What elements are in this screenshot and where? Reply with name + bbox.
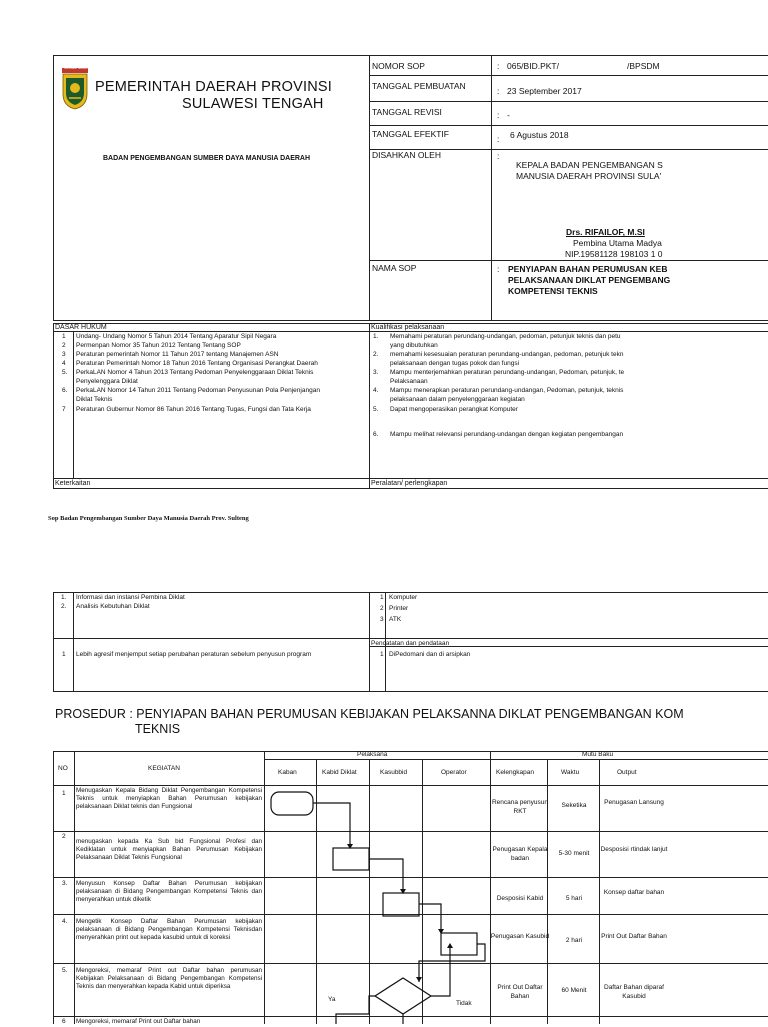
row-output: Konsep daftar bahan bbox=[603, 889, 665, 896]
dasar-hukum-title: DASAR HUKUM bbox=[55, 324, 107, 331]
header-kelengkapan: Kelengkapan bbox=[496, 769, 534, 776]
colon: : bbox=[497, 134, 500, 144]
prosedur-title-line1: PROSEDUR : PENYIAPAN BAHAN PERUMUSAN KEBIJAKAN PELAKSANNA DIKLAT PENGEMBANGAN KOM bbox=[55, 707, 684, 721]
row-output: Daftar Bahan diparaf Kasubid bbox=[604, 984, 664, 1000]
list-item-no: 2. bbox=[61, 603, 67, 610]
list-item-no: 4. bbox=[373, 387, 379, 394]
list-item: Mampu melihat relevansi perundang-undangan dengan kegiatan pengembangan bbox=[390, 431, 624, 438]
flow-connector bbox=[419, 904, 441, 933]
list-item-no: 1. bbox=[373, 333, 379, 340]
pencatatan-no: 1 bbox=[380, 651, 384, 658]
list-item-no: 3. bbox=[373, 369, 379, 376]
field-value-tanggal-revisi: - bbox=[507, 110, 510, 120]
list-item-no: 4 bbox=[62, 360, 66, 367]
field-value-tanggal-pembuatan: 23 September 2017 bbox=[507, 86, 582, 96]
pencatatan-text: DiPedomani dan di arsipkan bbox=[389, 651, 471, 658]
row-kegiatan: Mengoreksi, memaraf Print out Daftar bahan perumusan Kebijakan Pelaksanaan di Bidang Pengembangan Kompetensi Teknis dan menyerahkan kepada Kabid untuk diperiksa bbox=[76, 967, 262, 990]
row-kelengkapan: Desposisi Kabid bbox=[496, 895, 544, 902]
agency-name: BADAN PENGEMBANGAN SUMBER DAYA MANUSIA DAERAH bbox=[103, 155, 311, 162]
header-kabid-diklat: Kabid Diklat bbox=[322, 769, 357, 776]
row-no: 1 bbox=[62, 790, 66, 797]
row-waktu: 5 hari bbox=[565, 895, 583, 902]
field-value-tanggal-efektif: 6 Agustus 2018 bbox=[510, 130, 569, 140]
flow-connector bbox=[419, 944, 485, 982]
list-item: PerkaLAN Nomor 14 Tahun 2011 Tentang Pedoman Penyusunan Pola Penjenjangan bbox=[76, 387, 320, 394]
list-item: Printer bbox=[389, 605, 409, 612]
list-item: Memahami peraturan perundang-undangan, pedoman, petunjuk teknis dan petu bbox=[390, 333, 621, 340]
list-item: Peraturan Pemerintah Nomor 18 Tahun 2016 Tentang Organisasi Perangkat Daerah bbox=[76, 360, 318, 367]
keterkaitan-label: Keterkaitan bbox=[55, 480, 91, 487]
row-kelengkapan: Print Out Daftar Bahan bbox=[497, 984, 543, 1000]
row-waktu: Seketika bbox=[561, 802, 587, 809]
colon: : bbox=[497, 264, 500, 274]
list-item: Undang- Undang Nomor 5 Tahun 2014 Tentang Aparatur Sipil Negara bbox=[76, 333, 277, 340]
peralatan-label: Peralatan/ perlengkapan bbox=[371, 480, 448, 487]
header-waktu: Waktu bbox=[561, 769, 580, 776]
gov-title-line1: PEMERINTAH DAERAH PROVINSI bbox=[95, 79, 332, 95]
sop-name-line2: PELAKSANAAN DIKLAT PENGEMBANG bbox=[508, 275, 671, 285]
list-item: ATK bbox=[389, 616, 402, 623]
sop-name-line1: PENYIAPAN BAHAN PERUMUSAN KEB bbox=[508, 264, 668, 274]
list-item-no: 5. bbox=[62, 369, 68, 376]
row-no: 5. bbox=[62, 967, 68, 974]
header-kegiatan: KEGIATAN bbox=[148, 765, 180, 772]
field-value-nomor-sop: 065/BID.PKT/ bbox=[507, 61, 559, 71]
row-kelengkapan: Penugasan Kepala badan bbox=[492, 846, 548, 862]
list-item-no: 3 bbox=[380, 616, 384, 623]
row-output: Penugasan Lansung bbox=[604, 799, 664, 806]
row-no: 2 bbox=[62, 833, 66, 840]
flow-process-kasubbid bbox=[383, 893, 419, 916]
list-item-cont: yang dibutuhkan bbox=[390, 342, 438, 349]
row-kelengkapan: Rencana penyusun RKT bbox=[491, 799, 548, 815]
list-item-cont: Pelaksanaan bbox=[390, 378, 428, 385]
row-no: 4. bbox=[62, 918, 68, 925]
list-item-cont: pelaksanaan dalam penyelenggaraan kegiatan bbox=[390, 396, 525, 403]
list-item: Permenpan Nomor 35 Tahun 2012 Tentang Tentang SOP bbox=[76, 342, 241, 349]
row-no: 6 bbox=[62, 1018, 66, 1025]
sop-name-label: NAMA SOP bbox=[372, 263, 417, 273]
list-item: Peraturan pemerintah Nomor 11 Tahun 2017 tentang Manajemen ASN bbox=[76, 351, 279, 358]
list-item-no: 6. bbox=[62, 387, 68, 394]
colon: : bbox=[497, 86, 500, 96]
row-kegiatan: Mengoreksi, memaraf Print out Daftar bahan bbox=[76, 1018, 201, 1025]
list-item-cont: pelaksanaan dengan tugas pokok dan fungsi bbox=[390, 360, 520, 367]
approver-title-line2: MANUSIA DAERAH PROVINSI SULA' bbox=[516, 171, 662, 181]
colon: : bbox=[497, 110, 500, 120]
list-item-no: 1 bbox=[62, 333, 66, 340]
row-kegiatan: Mengetik Konsep Daftar Bahan Perumusan kebijakan pelaksanaan di Bidang Pengembangan Kompetensi Teknisdan menyerahkan print out kepada kasubid untuk di koreksi bbox=[76, 918, 262, 941]
logo-lettering: SULAWESI TENGAH bbox=[64, 67, 88, 70]
flow-process-operator bbox=[441, 933, 477, 955]
colon: : bbox=[497, 61, 500, 71]
list-item: Mampu menterjemahkan peraturan perundang-undangan, Pedoman, petunjuk, te bbox=[390, 369, 625, 376]
row-kelengkapan: Penugasan Kasubid bbox=[490, 933, 550, 940]
colon: : bbox=[497, 151, 500, 161]
list-item: memahami kesesuaian peraturan perundang-undangan, pedoman, petunjuk tekn bbox=[390, 351, 624, 358]
header-output: Output bbox=[617, 769, 637, 776]
list-item-no: 5. bbox=[373, 406, 379, 413]
header-mutu-baku: Mutu Baku bbox=[582, 751, 614, 758]
row-output: Print Out Daftar Bahan bbox=[601, 933, 667, 940]
kualifikasi-title: Kualifikasi pelaksanaan bbox=[371, 324, 445, 331]
peringatan-text: Lebih agresif menjemput setiap perubahan peraturan sebelum penyusun program bbox=[76, 651, 312, 658]
list-item: Dapat mengoperasikan perangkat Komputer bbox=[390, 406, 518, 413]
list-item-no: 2 bbox=[380, 605, 384, 612]
pencatatan-title: Pencatatan dan pendataan bbox=[371, 640, 450, 647]
sop-name-line3: KOMPETENSI TEKNIS bbox=[508, 286, 598, 296]
approver-name: Drs. RIFAILOF, M.SI bbox=[566, 227, 645, 237]
flow-start-terminator bbox=[271, 792, 313, 815]
peringatan-no: 1 bbox=[62, 651, 66, 658]
field-label-tanggal-pembuatan: TANGGAL PEMBUATAN bbox=[372, 81, 466, 91]
flow-connector bbox=[369, 859, 403, 893]
footer-note: Sop Badan Pengembangan Sumber Daya Manusia Daerah Prov. Sulteng bbox=[48, 515, 249, 522]
decision-ya-label: Ya bbox=[328, 996, 336, 1003]
header-no: NO bbox=[58, 765, 68, 772]
list-item-cont: Diklat Teknis bbox=[76, 396, 113, 403]
list-item-no: 1 bbox=[380, 594, 384, 601]
approver-nip: NIP.19581128 198103 1 0 bbox=[565, 249, 663, 259]
header-operator: Operator bbox=[441, 769, 467, 776]
list-item-no: 7 bbox=[62, 406, 66, 413]
flow-connector bbox=[336, 996, 375, 1024]
list-item: Peraturan Gubernur Nomor 86 Tahun 2016 Tentang Tugas, Fungsi dan Tata Kerja bbox=[76, 406, 311, 413]
list-item: Mampu menerapkan peraturan perundang-undangan, Pedoman, petunjuk, teknis bbox=[390, 387, 624, 394]
row-kegiatan: Menyusun Konsep Daftar Bahan Perumusan kebijakan pelaksanaan di Bidang Pengembangan Kompetensi Teknis dan menyerahkan untuk diketik bbox=[76, 880, 262, 903]
list-item-no: 1. bbox=[61, 594, 67, 601]
field-value-nomor-sop-suffix: /BPSDM bbox=[627, 61, 660, 71]
arrow-head bbox=[416, 977, 422, 982]
flow-process-kabid bbox=[333, 848, 369, 870]
list-item: PerkaLAN Nomor 4 Tahun 2013 Tentang Pedoman Penyelenggaraan Diklat Teknis bbox=[76, 369, 314, 376]
row-no: 3. bbox=[62, 880, 68, 887]
header-pelaksana: Pelaksana bbox=[357, 751, 388, 758]
header-kasubbid: Kasubbid bbox=[380, 769, 408, 776]
gov-title-line2: SULAWESI TENGAH bbox=[182, 96, 324, 112]
arrow-head bbox=[447, 943, 453, 948]
field-label-disahkan-oleh: DISAHKAN OLEH bbox=[372, 150, 441, 160]
header-kaban: Kaban bbox=[278, 769, 297, 776]
list-item: Informasi dan instansi Pembina Diklat bbox=[76, 594, 185, 601]
prosedur-title-line2: TEKNIS bbox=[135, 722, 181, 736]
field-label-tanggal-efektif: TANGGAL EFEKTIF bbox=[372, 129, 449, 139]
field-label-nomor-sop: NOMOR SOP bbox=[372, 61, 425, 71]
list-item: Komputer bbox=[389, 594, 418, 601]
row-waktu: 2 hari bbox=[565, 937, 583, 944]
list-item: Analisis Kebutuhan Diklat bbox=[76, 603, 150, 610]
row-output: Desposisi rtindak lanjut bbox=[600, 846, 668, 853]
list-item-cont: Penyelenggara Diklat bbox=[76, 378, 138, 385]
approver-rank: Pembina Utama Madya bbox=[573, 238, 662, 248]
approver-title-line1: KEPALA BADAN PENGEMBANGAN S bbox=[516, 160, 663, 170]
row-waktu: 60 Menit bbox=[561, 987, 587, 994]
list-item-no: 3 bbox=[62, 351, 66, 358]
decision-tidak-label: Tidak bbox=[456, 1000, 472, 1007]
field-label-tanggal-revisi: TANGGAL REVISI bbox=[372, 107, 442, 117]
list-item-no: 2. bbox=[373, 351, 379, 358]
row-kegiatan: menugaskan kepada Ka Sub bid Fungsional Profesi dan Kediklatan untuk menyiapkan Bahan Perumusan Kebijakan Pelaksanaan Diklat Teknis Fungsional bbox=[76, 838, 262, 861]
list-item-no: 6. bbox=[373, 431, 379, 438]
row-kegiatan: Menugaskan Kepala Bidang Diklat Pengembangan Kompetensi Teknis untuk menyiapkan Bahan Perumusan kebijakan pelaksanaan Diklat teknis dan Fungsional bbox=[76, 787, 262, 810]
flow-decision bbox=[375, 978, 431, 1014]
row-waktu: 5-30 menit bbox=[558, 850, 590, 857]
list-item-no: 2 bbox=[62, 342, 66, 349]
flow-connector bbox=[313, 803, 350, 848]
